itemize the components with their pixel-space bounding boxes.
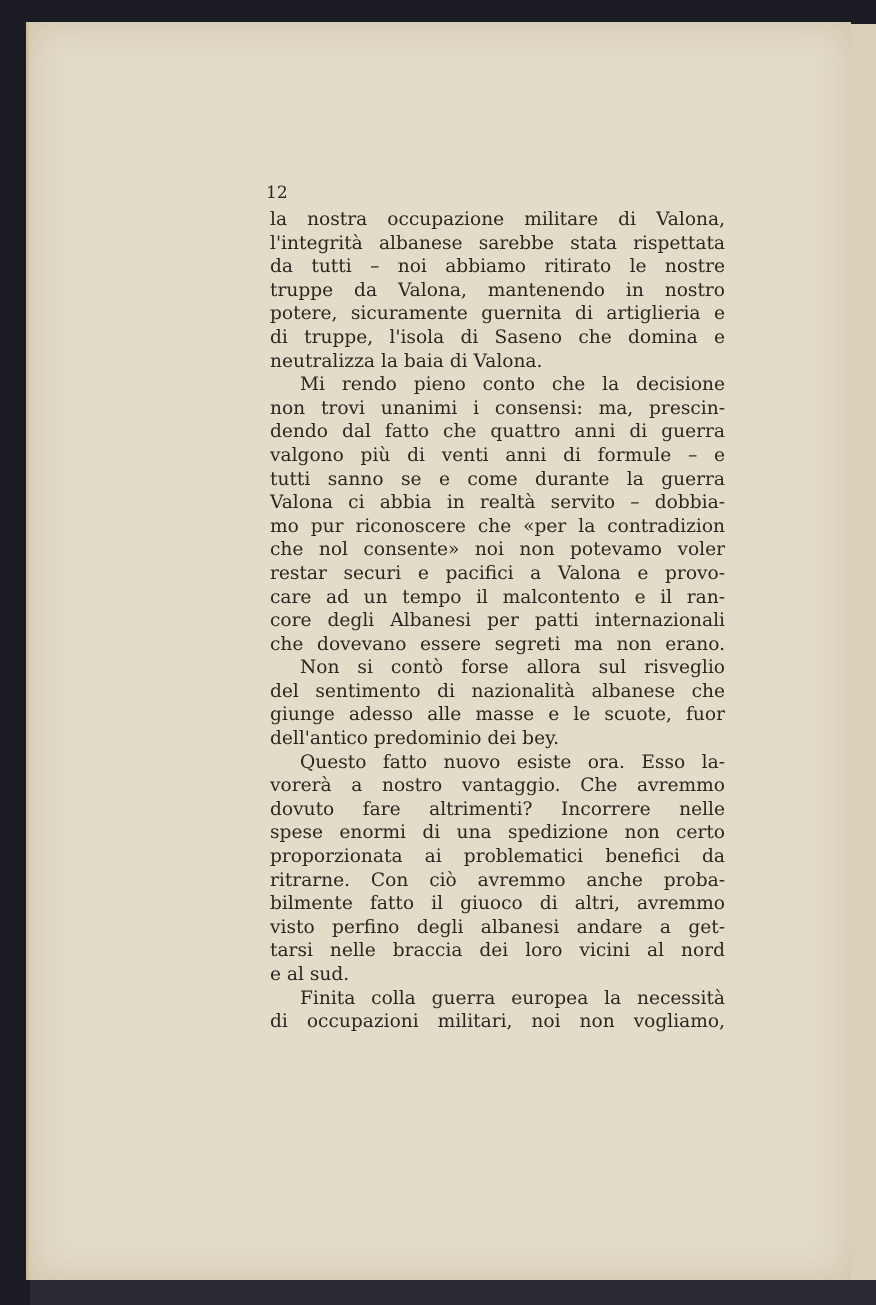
paragraph-start-line: Finita colla guerra europea la necessità <box>300 987 725 1009</box>
paragraph-start-line: Non si contò forse allora sul risveglio <box>300 657 725 679</box>
text-line: dovuto fare altrimenti? Incorrere nelle <box>270 798 725 820</box>
text-line: potere, sicuramente guernita di artiglieria e <box>270 303 725 325</box>
text-line: da tutti – noi abbiamo ritirato le nostre <box>270 256 725 278</box>
text-line: mo pur riconoscere che «per la contradizion <box>270 515 725 537</box>
text-line: l'integrità albanese sarebbe stata rispettata <box>270 232 725 254</box>
text-line: care ad un tempo il malcontento e il ran- <box>270 586 725 608</box>
text-line: visto perfino degli albanesi andare a get- <box>270 916 725 938</box>
text-line: e al sud. <box>270 964 350 985</box>
text-line: valgono più di venti anni di formule – e <box>270 444 725 466</box>
paragraph-start-line: Questo fatto nuovo esiste ora. Esso la- <box>300 751 725 773</box>
text-line: tarsi nelle braccia dei loro vicini al nord <box>270 940 725 962</box>
text-line: di truppe, l'isola di Saseno che domina e <box>270 326 725 348</box>
text-line: di occupazioni militari, noi non vogliamo, <box>270 1011 725 1033</box>
text-line: dendo dal fatto che quattro anni di guerra <box>270 421 725 443</box>
text-line: truppe da Valona, mantenendo in nostro <box>270 279 725 301</box>
text-line: bilmente fatto il giuoco di altri, avremmo <box>270 893 725 915</box>
text-line: proporzionata ai problematici benefici da <box>270 846 725 868</box>
text-line: Valona ci abbia in realtà servito – dobbia- <box>270 492 725 514</box>
adjacent-page-edge <box>848 24 876 1284</box>
text-line: giunge adesso alle masse e le scuote, fuor <box>270 704 725 726</box>
text-line: che dovevano essere segreti ma non erano. <box>270 633 725 655</box>
text-line: neutralizza la baia di Valona. <box>270 350 543 372</box>
text-line: dell'antico predominio dei bey. <box>270 728 560 750</box>
text-line: che nol consente» noi non potevamo voler <box>270 539 725 561</box>
text-line: vorerà a nostro vantaggio. Che avremmo <box>270 775 725 797</box>
text-line: core degli Albanesi per patti internazionali <box>270 610 725 632</box>
scan-background <box>30 1280 876 1305</box>
text-line: tutti sanno se e come durante la guerra <box>270 468 725 490</box>
text-line: del sentimento di nazionalità albanese che <box>270 680 725 702</box>
text-line: non trovi unanimi i consensi: ma, prescin- <box>270 397 725 419</box>
page-number: 12 <box>266 183 288 203</box>
paragraph-start-line: Mi rendo pieno conto che la decisione <box>300 374 725 396</box>
text-line: restar securi e pacifici a Valona e provo- <box>270 562 725 584</box>
text-line: ritrarne. Con ciò avremmo anche proba- <box>270 869 725 891</box>
text-line: spese enormi di una spedizione non certo <box>270 822 725 844</box>
body-text <box>270 208 725 1034</box>
text-line: la nostra occupazione militare di Valona, <box>270 209 725 230</box>
